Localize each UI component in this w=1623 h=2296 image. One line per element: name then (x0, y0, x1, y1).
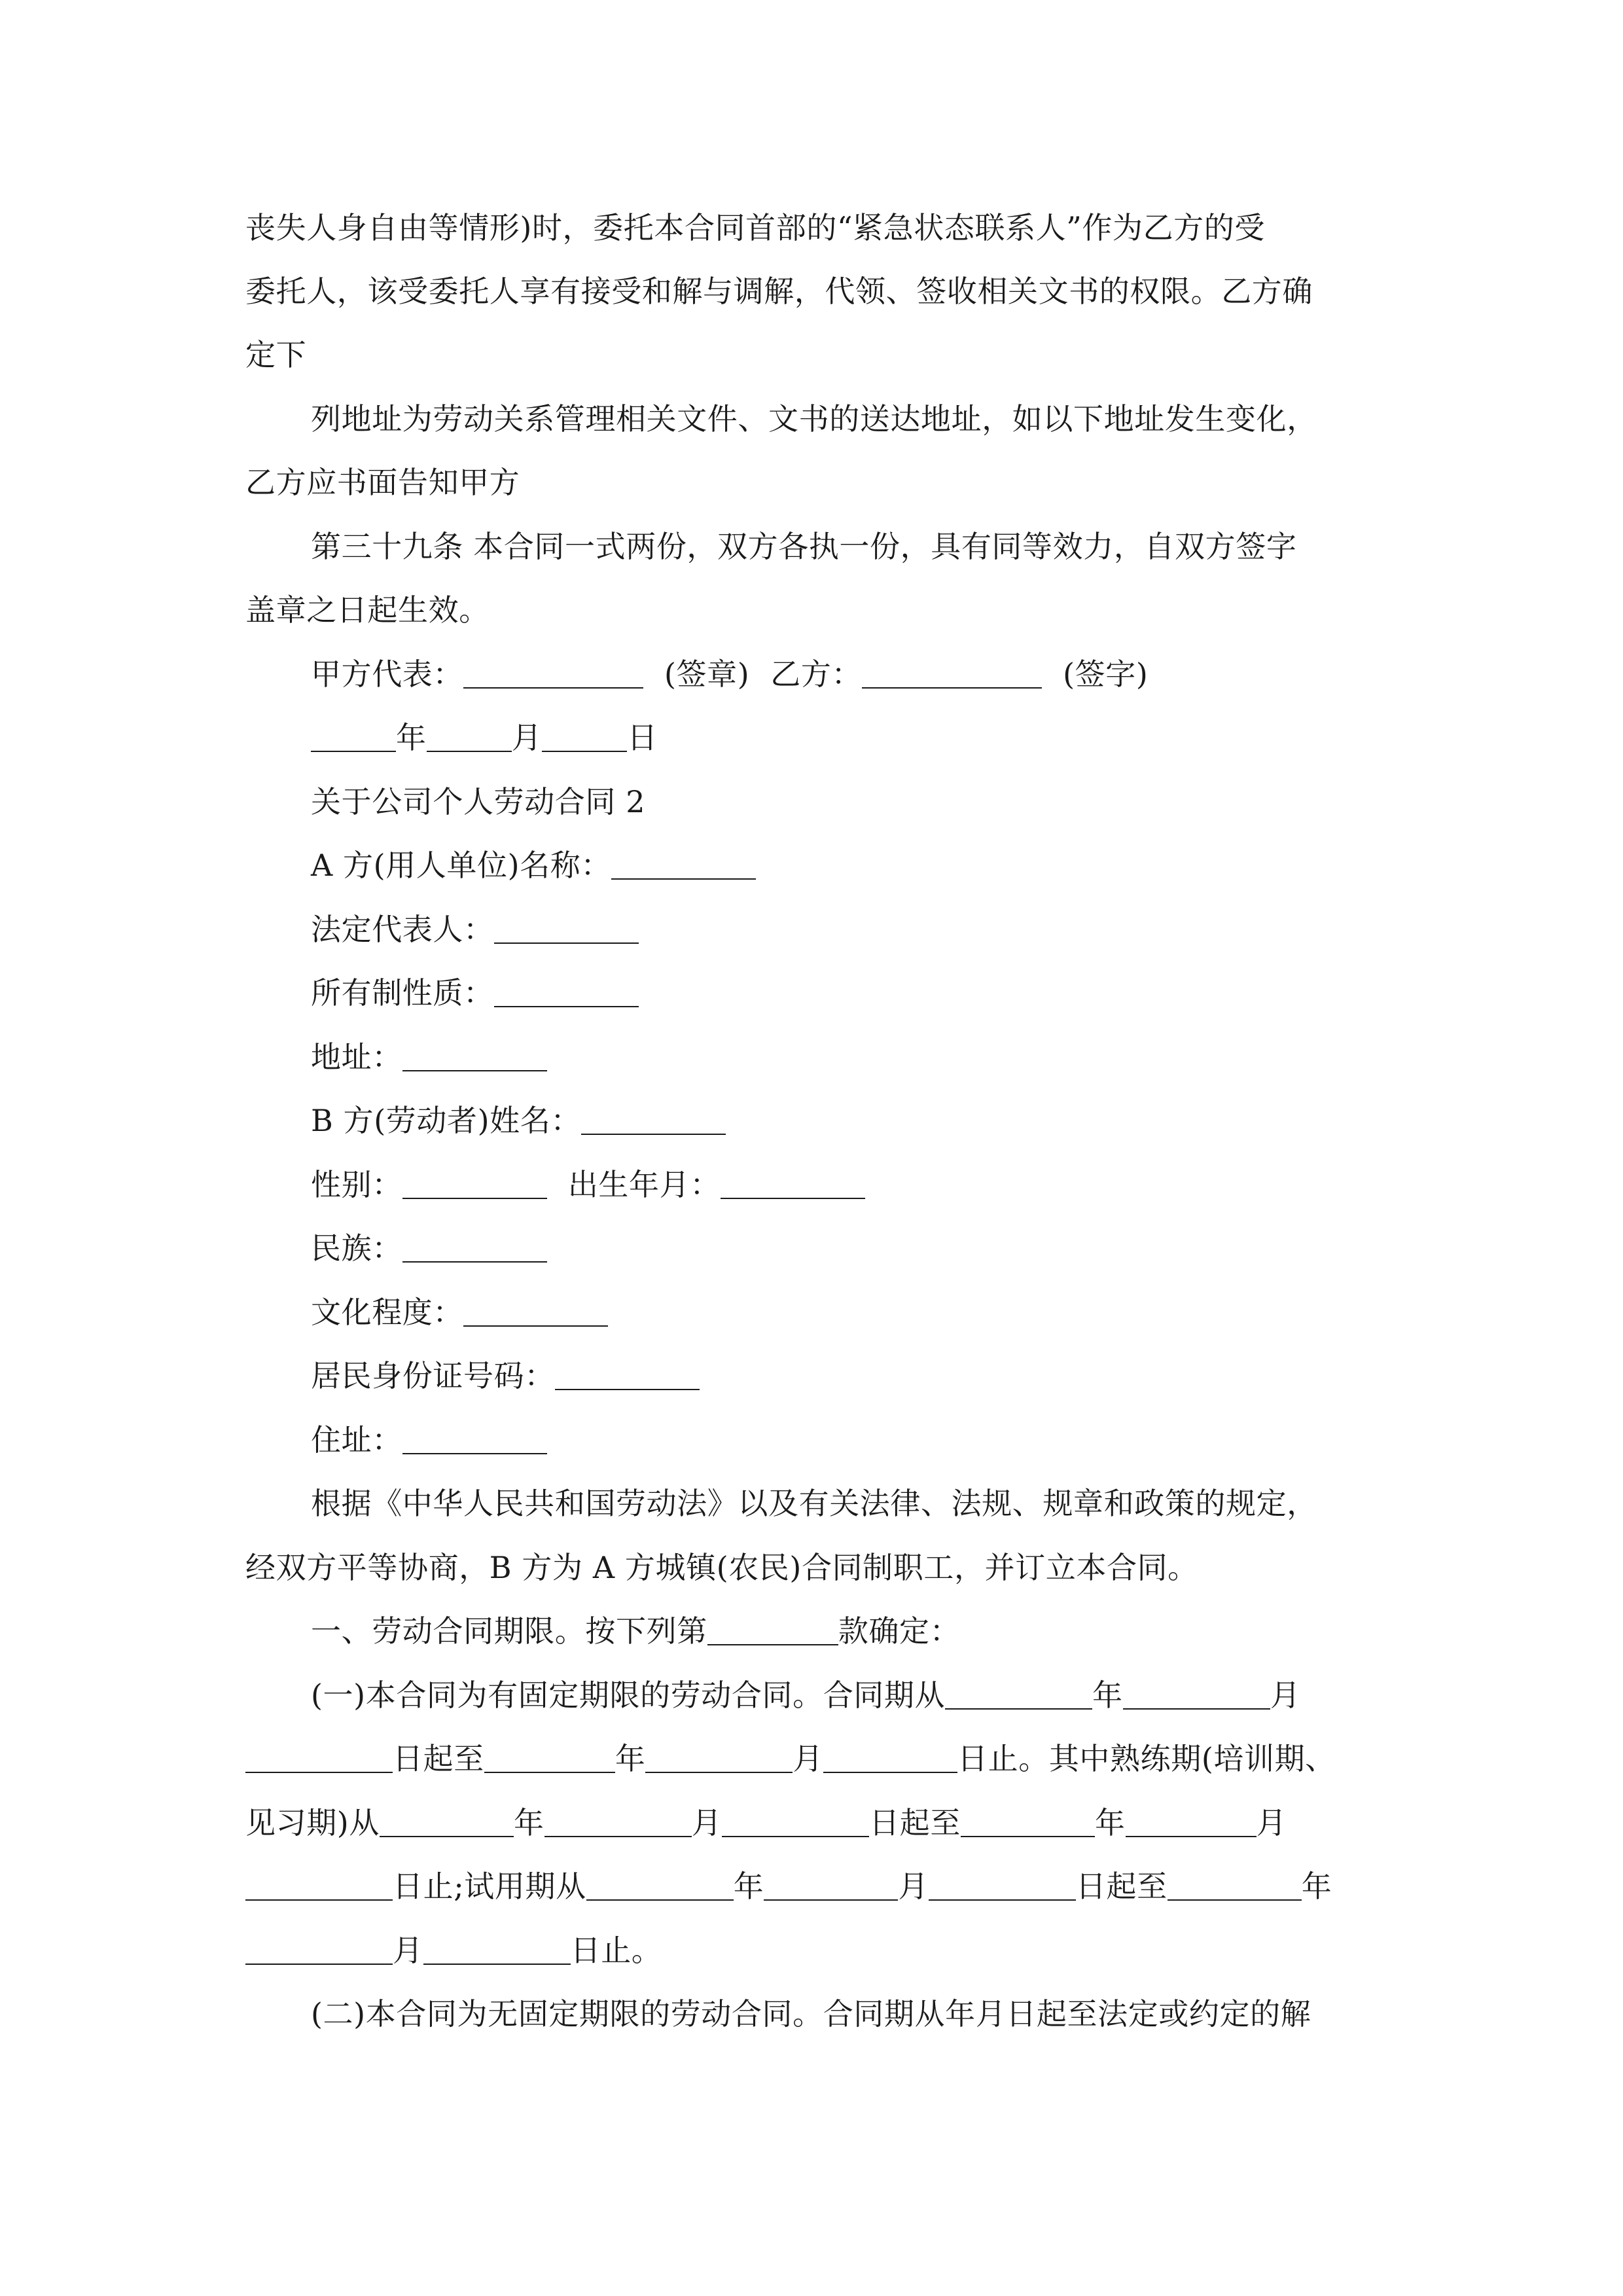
party-a-blank[interactable] (463, 661, 643, 689)
field-blank[interactable] (402, 1427, 547, 1454)
day-label: 日 (627, 720, 658, 755)
paragraph-line: 委托人，该受委托人享有接受和解与调解，代领、签收相关文书的权限。乙方确 (245, 274, 1313, 309)
field-label: 文化程度： (311, 1295, 463, 1330)
year-label: 年 (396, 720, 427, 755)
clause-text: 日止。 (570, 1933, 662, 1968)
field-label: 出生年月： (567, 1167, 721, 1202)
clause-1a-line-1 (311, 1676, 1300, 1715)
year-blank[interactable] (586, 1873, 734, 1901)
field-blank[interactable] (463, 1299, 608, 1327)
clause-blank[interactable] (707, 1618, 838, 1645)
field-education (311, 1293, 608, 1332)
clause-1a-line-3 (245, 1803, 1287, 1842)
field-blank[interactable] (611, 852, 756, 880)
month-blank[interactable] (645, 1746, 793, 1773)
field-blank[interactable] (402, 1044, 547, 1071)
clause-text: 一、劳动合同期限。按下列第 (311, 1613, 707, 1649)
field-legal-rep (311, 910, 639, 949)
clause-1 (311, 1611, 960, 1651)
field-label: 地址： (311, 1039, 402, 1075)
clause-1a-line-5 (245, 1931, 662, 1970)
field-label: B 方(劳动者)姓名： (311, 1103, 581, 1138)
day-blank[interactable] (245, 1873, 393, 1901)
field-id-number (311, 1356, 700, 1395)
field-blank[interactable] (581, 1107, 726, 1135)
year-blank[interactable] (380, 1810, 514, 1837)
month-label: 月 (511, 720, 543, 755)
month-label: 月 (1256, 1805, 1287, 1840)
field-blank[interactable] (402, 1172, 547, 1199)
signature-label: (签字) (1063, 656, 1149, 692)
field-blank[interactable] (494, 980, 639, 1007)
clause-text: 见习期)从 (245, 1805, 380, 1840)
month-label: 月 (793, 1741, 824, 1776)
field-blank[interactable] (402, 1235, 547, 1263)
clause-1b: (二)本合同为无固定期限的劳动合同。合同期从年月日起至法定或约定的解 (311, 1996, 1311, 2032)
month-label: 月 (898, 1869, 929, 1904)
field-gender-birth (311, 1165, 865, 1204)
field-label: 居民身份证号码： (311, 1358, 555, 1393)
clause-text: 日止;试用期从 (393, 1869, 586, 1904)
party-a-label: 甲方代表： (311, 656, 463, 692)
signature-line (311, 655, 1148, 694)
year-label: 年 (615, 1741, 646, 1776)
paragraph-line: 丧失人身自由等情形)时，委托本合同首部的“紧急状态联系人”作为乙方的受 (245, 210, 1265, 245)
paragraph-line: 根据《中华人民共和国劳动法》以及有关法律、法规、规章和政策的规定， (311, 1486, 1317, 1521)
paragraph-line: 列地址为劳动关系管理相关文件、文书的送达地址，如以下地址发生变化， (311, 401, 1317, 437)
month-blank[interactable] (1123, 1682, 1270, 1710)
paragraph-line: 经双方平等协商，B 方为 A 方城镇(农民)合同制职工，并订立本合同。 (245, 1550, 1198, 1585)
field-a-name (311, 846, 756, 885)
paragraph-line: 第三十九条 本合同一式两份，双方各执一份，具有同等效力，自双方签字 (311, 529, 1297, 564)
year-label: 年 (513, 1805, 544, 1840)
year-blank[interactable] (484, 1746, 615, 1773)
field-label: 法定代表人： (311, 912, 494, 947)
field-label: A 方(用人单位)名称： (311, 848, 611, 883)
year-blank[interactable] (945, 1682, 1092, 1710)
field-blank[interactable] (494, 916, 639, 944)
year-label: 年 (733, 1869, 764, 1904)
month-label: 月 (1270, 1677, 1301, 1713)
field-label: 民族： (311, 1230, 402, 1266)
field-label: 所有制性质： (311, 975, 494, 1011)
month-blank[interactable] (427, 725, 512, 752)
field-label: 住址： (311, 1422, 402, 1458)
year-blank[interactable] (1168, 1873, 1302, 1901)
clause-text: 款确定： (838, 1613, 961, 1649)
year-label: 年 (1094, 1805, 1126, 1840)
day-blank[interactable] (929, 1873, 1076, 1901)
field-ethnicity (311, 1229, 547, 1268)
clause-text: (一)本合同为有固定期限的劳动合同。合同期从 (311, 1677, 946, 1713)
day-blank[interactable] (542, 725, 627, 752)
month-blank[interactable] (544, 1810, 692, 1837)
field-blank[interactable] (555, 1363, 700, 1390)
month-label: 月 (393, 1933, 423, 1968)
year-label: 年 (1301, 1869, 1332, 1904)
month-blank[interactable] (764, 1873, 898, 1901)
clause-text: 日起至 (1075, 1869, 1168, 1904)
clause-1a-line-2 (245, 1739, 1336, 1778)
day-blank[interactable] (823, 1746, 957, 1773)
year-label: 年 (1092, 1677, 1123, 1713)
clause-text: 日止。其中熟练期(培训期、 (957, 1741, 1336, 1776)
clause-text: 日起至 (869, 1805, 961, 1840)
field-b-name (311, 1101, 726, 1140)
clause-1a-line-4 (245, 1867, 1332, 1906)
field-address (311, 1037, 547, 1077)
paragraph-line: 乙方应书面告知甲方 (245, 465, 520, 500)
day-blank[interactable] (245, 1746, 393, 1773)
year-blank[interactable] (961, 1810, 1095, 1837)
field-blank[interactable] (721, 1172, 865, 1199)
month-blank[interactable] (1126, 1810, 1257, 1837)
day-blank[interactable] (722, 1810, 869, 1837)
day-blank[interactable] (423, 1937, 571, 1965)
month-label: 月 (691, 1805, 722, 1840)
month-blank[interactable] (245, 1937, 393, 1965)
paragraph-line: 盖章之日起生效。 (245, 592, 490, 628)
year-blank[interactable] (311, 725, 396, 752)
clause-text: 日起至 (393, 1741, 484, 1776)
field-residence (311, 1420, 547, 1460)
date-line (311, 718, 658, 757)
paragraph-line: 定下 (245, 337, 307, 372)
field-ownership (311, 973, 639, 1013)
field-label: 性别： (311, 1167, 402, 1202)
party-b-label: 乙方： (770, 656, 863, 692)
seal-label: (签章) (664, 656, 750, 692)
section-title: 关于公司个人劳动合同 2 (311, 784, 646, 819)
party-b-blank[interactable] (862, 661, 1042, 689)
